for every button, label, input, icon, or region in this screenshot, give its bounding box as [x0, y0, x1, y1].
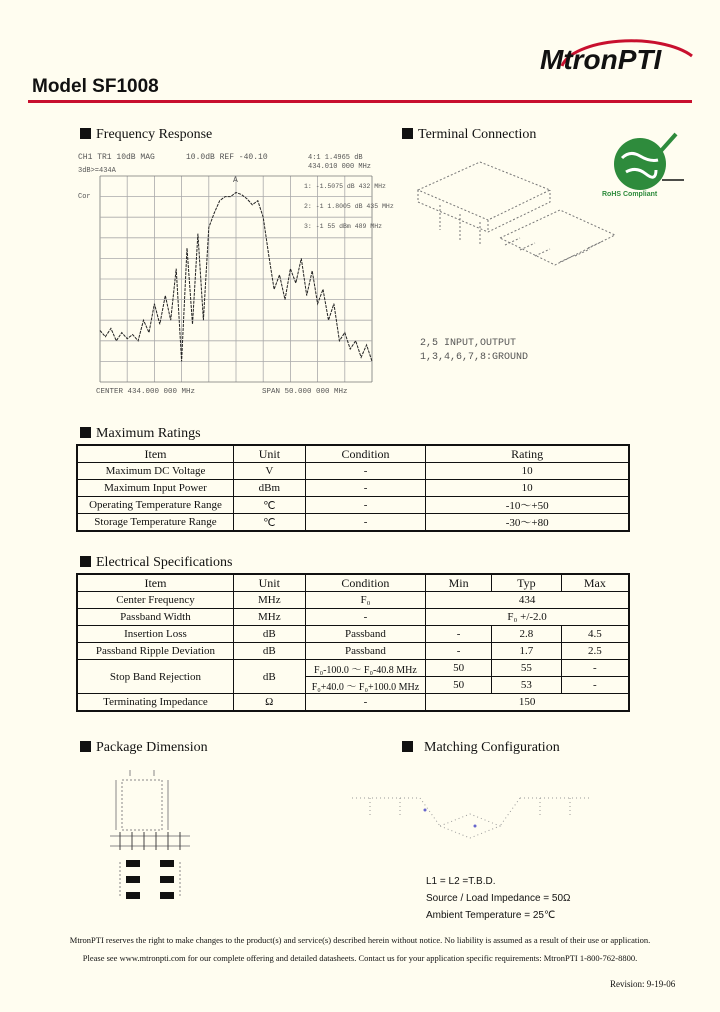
cell: Ω	[233, 694, 305, 712]
header-cell: Rating	[426, 445, 629, 463]
footer-revision: Revision: 9-19-06	[610, 979, 676, 989]
cell: Operating Temperature Range	[77, 497, 233, 514]
chart-header-marker: 4:1 1.4965 dB	[308, 154, 363, 162]
header-cell: Condition	[305, 445, 426, 463]
cell: Stop Band Rejection	[77, 660, 233, 694]
section-title: Matching Configuration	[424, 740, 560, 755]
cell: 10	[426, 480, 629, 497]
table-row	[77, 643, 629, 660]
table-row	[77, 514, 629, 532]
cell: 10	[426, 463, 629, 480]
cell: Passband	[305, 626, 426, 643]
header-cell: Unit	[233, 445, 305, 463]
cell: 1.7	[491, 643, 561, 660]
cell: -	[305, 609, 426, 626]
section-title: Package Dimension	[96, 740, 208, 755]
bullet-square-icon	[80, 128, 91, 139]
footer-disclaimer: MtronPTI reserves the right to make changes to the product(s) and service(s) described herein without notice. No liability is assumed as a result of their use or application.	[69, 935, 651, 945]
cell: ℃	[233, 497, 305, 514]
cell: 50	[426, 677, 492, 694]
header-cell: Item	[77, 445, 233, 463]
rohs-text: RoHS Compliant	[602, 191, 658, 198]
cell: -	[305, 497, 426, 514]
rohs-globe-icon	[614, 138, 666, 190]
matching-circuit-drawing	[350, 786, 600, 850]
cell: -	[426, 643, 492, 660]
cell: dB	[233, 626, 305, 643]
package-dimension-drawing	[110, 766, 200, 906]
cell: MHz	[233, 592, 305, 609]
marker-readout: 1: -1.5075 dB 432 MHz	[304, 183, 386, 190]
matching-ambient-temp: Ambient Temperature = 25℃	[426, 910, 556, 921]
cell: 50	[426, 660, 492, 677]
company-logo: MtronPTI	[540, 44, 662, 75]
maximum-ratings-table	[76, 444, 630, 532]
cell: -	[561, 660, 629, 677]
table-row	[77, 609, 629, 626]
matching-source-impedance: Source / Load Impedance = 50Ω	[426, 893, 571, 904]
cell: Maximum DC Voltage	[77, 463, 233, 480]
cell: 2.8	[491, 626, 561, 643]
header-cell: Condition	[305, 574, 426, 592]
chart-header-freq: 434.010 000 MHz	[308, 163, 372, 171]
table-row	[77, 694, 629, 712]
rohs-check-icon	[652, 134, 676, 152]
cell: dB	[233, 643, 305, 660]
footer-contact: Please see www.mtronpti.com for our complete offering and detailed datasheets. Contact us for your application specific requirements: MtronPTI 1-800-762-8800.	[82, 953, 638, 963]
table-row	[77, 480, 629, 497]
cell: 434	[426, 592, 629, 609]
chart-header-ref: 10.0dB REF -40.10	[186, 153, 268, 162]
table-row	[77, 592, 629, 609]
model-title: Model SF1008	[32, 76, 159, 97]
section-maximum-ratings	[80, 426, 201, 442]
bullet-square-icon	[402, 741, 413, 752]
bullet-square-icon	[80, 427, 91, 438]
section-title: Electrical Specifications	[96, 555, 233, 570]
cell: -30～+80	[426, 514, 629, 532]
cell: MHz	[233, 609, 305, 626]
cell: Terminating Impedance	[77, 694, 233, 712]
cell: -	[561, 677, 629, 694]
cell: dB	[233, 660, 305, 694]
cell: Passband Ripple Deviation	[77, 643, 233, 660]
cell: Center Frequency	[77, 592, 233, 609]
table-row	[77, 660, 629, 677]
chart-left-label: 3dB>=434A	[78, 167, 116, 175]
cell: -	[305, 480, 426, 497]
header-cell: Typ	[491, 574, 561, 592]
section-electrical-specifications	[80, 555, 232, 571]
cell: ℃	[233, 514, 305, 532]
chart-header-left: CH1 TR1 10dB MAG	[78, 153, 155, 162]
marker-a-label: A	[233, 176, 238, 185]
header-cell: Unit	[233, 574, 305, 592]
cell: 55	[491, 660, 561, 677]
cell: -	[305, 694, 426, 712]
header-cell: Max	[561, 574, 629, 592]
cell: -	[305, 514, 426, 532]
chart-left-label: Cor	[78, 193, 91, 201]
cell: 53	[491, 677, 561, 694]
marker-readout: 2: -1 1.8005 dB 435 MHz	[304, 203, 394, 210]
frequency-response-chart	[76, 150, 394, 400]
electrical-specs-table	[76, 573, 630, 712]
marker-readout: 3: -1 55 dBm 489 MHz	[304, 223, 383, 230]
terminal-ground-label: 1,3,4,6,7,8:GROUND	[420, 352, 529, 363]
table-row	[77, 497, 629, 514]
section-package-dimension	[80, 740, 208, 756]
terminal-io-label: 2,5 INPUT,OUTPUT	[420, 338, 517, 349]
table-header-row	[77, 574, 629, 592]
cell: F₀-100.0 ～ F₀-40.8 MHz	[305, 660, 426, 677]
table-row	[77, 463, 629, 480]
section-terminal-connection	[402, 127, 536, 143]
section-frequency-response	[80, 127, 212, 143]
cell: -	[305, 463, 426, 480]
cell: F₀ +/-2.0	[426, 609, 629, 626]
cell: 150	[426, 694, 629, 712]
cell: Maximum Input Power	[77, 480, 233, 497]
cell: 4.5	[561, 626, 629, 643]
table-row	[77, 626, 629, 643]
section-title: Frequency Response	[96, 127, 213, 142]
header-cell: Item	[77, 574, 233, 592]
cell: Storage Temperature Range	[77, 514, 233, 532]
chart-center-label: CENTER 434.000 000 MHz	[96, 388, 196, 396]
cell: 2.5	[561, 643, 629, 660]
section-matching-configuration	[402, 740, 560, 756]
table-header-row	[77, 445, 629, 463]
section-title: Terminal Connection	[418, 127, 537, 142]
cell: V	[233, 463, 305, 480]
chart-span-label: SPAN 50.000 000 MHz	[262, 388, 348, 396]
cell: -	[426, 626, 492, 643]
cell: Passband Width	[77, 609, 233, 626]
cell: F₀	[305, 592, 426, 609]
terminal-package-drawing	[410, 150, 620, 300]
bullet-square-icon	[80, 741, 91, 752]
matching-l1l2: L1 = L2 =T.B.D.	[426, 876, 496, 887]
cell: dBm	[233, 480, 305, 497]
header-cell: Min	[426, 574, 492, 592]
cell: Insertion Loss	[77, 626, 233, 643]
cell: F₀+40.0 ～ F₀+100.0 MHz	[305, 677, 426, 694]
bullet-square-icon	[80, 556, 91, 567]
cell: -10～+50	[426, 497, 629, 514]
cell: Passband	[305, 643, 426, 660]
section-title: Maximum Ratings	[96, 426, 201, 441]
bullet-square-icon	[402, 128, 413, 139]
